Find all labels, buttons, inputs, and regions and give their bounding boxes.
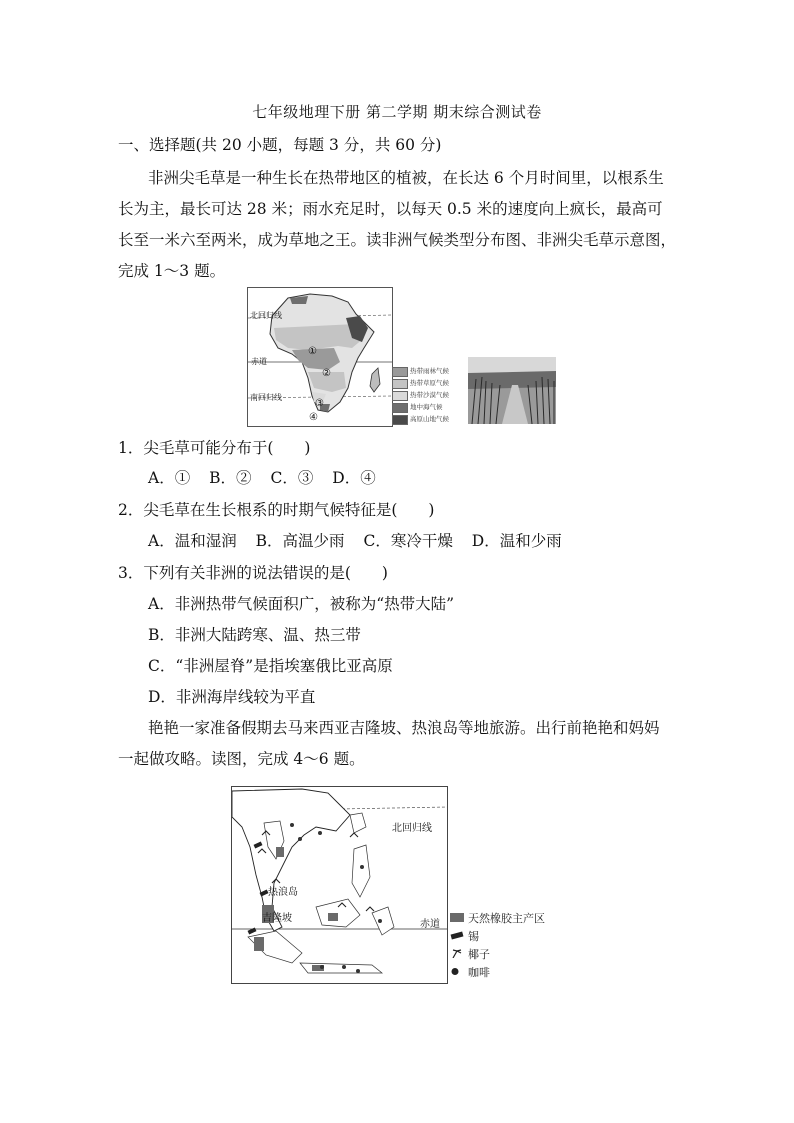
legend-swatch bbox=[392, 367, 408, 377]
equator-label: 赤道 bbox=[420, 919, 440, 930]
question-1-stem: 1．尖毛草可能分布于( ) bbox=[118, 439, 311, 457]
question-3-stem: 3．下列有关非洲的说法错误的是( ) bbox=[118, 564, 388, 582]
legend-swatch bbox=[392, 379, 408, 389]
legend-label: 热带沙漠气候 bbox=[410, 391, 449, 399]
legend-swatch bbox=[392, 391, 408, 401]
legend-item bbox=[390, 402, 466, 413]
southeast-asia-map bbox=[231, 786, 448, 984]
legend-label: 椰子 bbox=[468, 948, 490, 961]
grass-photo bbox=[468, 357, 556, 424]
option-d[interactable]: D．④ bbox=[332, 469, 376, 487]
legend-item bbox=[390, 390, 466, 401]
marker-4: ④ bbox=[309, 412, 318, 423]
option-b[interactable]: B．② bbox=[209, 469, 252, 487]
coffee-icon bbox=[450, 967, 464, 976]
section-heading: 一、选择题(共 20 小题，每题 3 分，共 60 分) bbox=[118, 136, 442, 154]
legend-label: 热带雨林气候 bbox=[410, 367, 449, 375]
island-label: 热浪岛 bbox=[268, 887, 298, 898]
option-d[interactable]: D．温和少雨 bbox=[471, 532, 562, 550]
passage1-line-2: 长为主，最长可达 28 米；雨水充足时，以每天 0.5 米的速度向上疯长，最高可 bbox=[118, 200, 663, 218]
question-2-stem: 2．尖毛草在生长根系的时期气候特征是( ) bbox=[118, 501, 435, 519]
option-c[interactable]: C．寒冷干燥 bbox=[363, 532, 453, 550]
page-title: 七年级地理下册 第二学期 期末综合测试卷 bbox=[252, 103, 542, 121]
legend-label: 锡 bbox=[468, 930, 479, 943]
legend-item bbox=[390, 366, 466, 377]
coconut-icon bbox=[450, 949, 464, 958]
passage2-line-1: 艳艳一家准备假期去马来西亚吉隆坡、热浪岛等地旅游。出行前艳艳和妈妈 bbox=[148, 719, 660, 737]
option-c[interactable]: C．③ bbox=[270, 469, 314, 487]
question-2-options bbox=[148, 529, 576, 551]
passage1-line-3: 长至一米六至两米，成为草地之王。读非洲气候类型分布图、非洲尖毛草示意图， bbox=[118, 231, 677, 249]
city-label: 吉隆坡 bbox=[262, 913, 292, 924]
sea-map-svg bbox=[232, 787, 447, 983]
option-a[interactable]: A．温和湿润 bbox=[148, 532, 237, 550]
passage1-line-4: 完成 1～3 题。 bbox=[118, 262, 226, 280]
marker-3: ③ bbox=[315, 398, 324, 409]
legend-item bbox=[390, 414, 466, 425]
legend-label: 地中海气候 bbox=[410, 403, 443, 411]
marker-1: ① bbox=[308, 346, 317, 357]
equator-label: 赤道 bbox=[251, 357, 267, 366]
option-c[interactable]: C．“非洲屋脊”是指埃塞俄比亚高原 bbox=[148, 657, 393, 675]
legend-label: 热带草原气候 bbox=[410, 379, 449, 387]
rubber-area-icon bbox=[450, 913, 464, 922]
tropic-north-label: 北回归线 bbox=[392, 823, 432, 834]
legend-item bbox=[390, 378, 466, 389]
tin-icon bbox=[450, 931, 464, 940]
tropic-south-label: 南回归线 bbox=[250, 393, 282, 402]
africa-climate-map bbox=[247, 287, 393, 427]
question-1-options bbox=[148, 466, 390, 488]
option-a[interactable]: A．非洲热带气候面积广，被称为“热带大陆” bbox=[148, 595, 455, 613]
legend-label: 天然橡胶主产区 bbox=[468, 912, 545, 925]
option-b[interactable]: B．非洲大陆跨寒、温、热三带 bbox=[148, 626, 361, 644]
option-a[interactable]: A．① bbox=[148, 469, 191, 487]
passage1-line-1: 非洲尖毛草是一种生长在热带地区的植被，在长达 6 个月时间里，以根系生 bbox=[148, 169, 664, 187]
passage2-line-2: 一起做攻略。读图，完成 4～6 题。 bbox=[118, 750, 365, 768]
option-b[interactable]: B．高温少雨 bbox=[255, 532, 345, 550]
tropic-north-label: 北回归线 bbox=[250, 311, 282, 320]
legend-label: 高原山地气候 bbox=[410, 415, 449, 423]
marker-2: ② bbox=[322, 368, 331, 379]
legend-swatch bbox=[392, 415, 408, 425]
option-d[interactable]: D．非洲海岸线较为平直 bbox=[148, 688, 316, 706]
legend-label: 咖啡 bbox=[468, 966, 490, 979]
legend-swatch bbox=[392, 403, 408, 413]
